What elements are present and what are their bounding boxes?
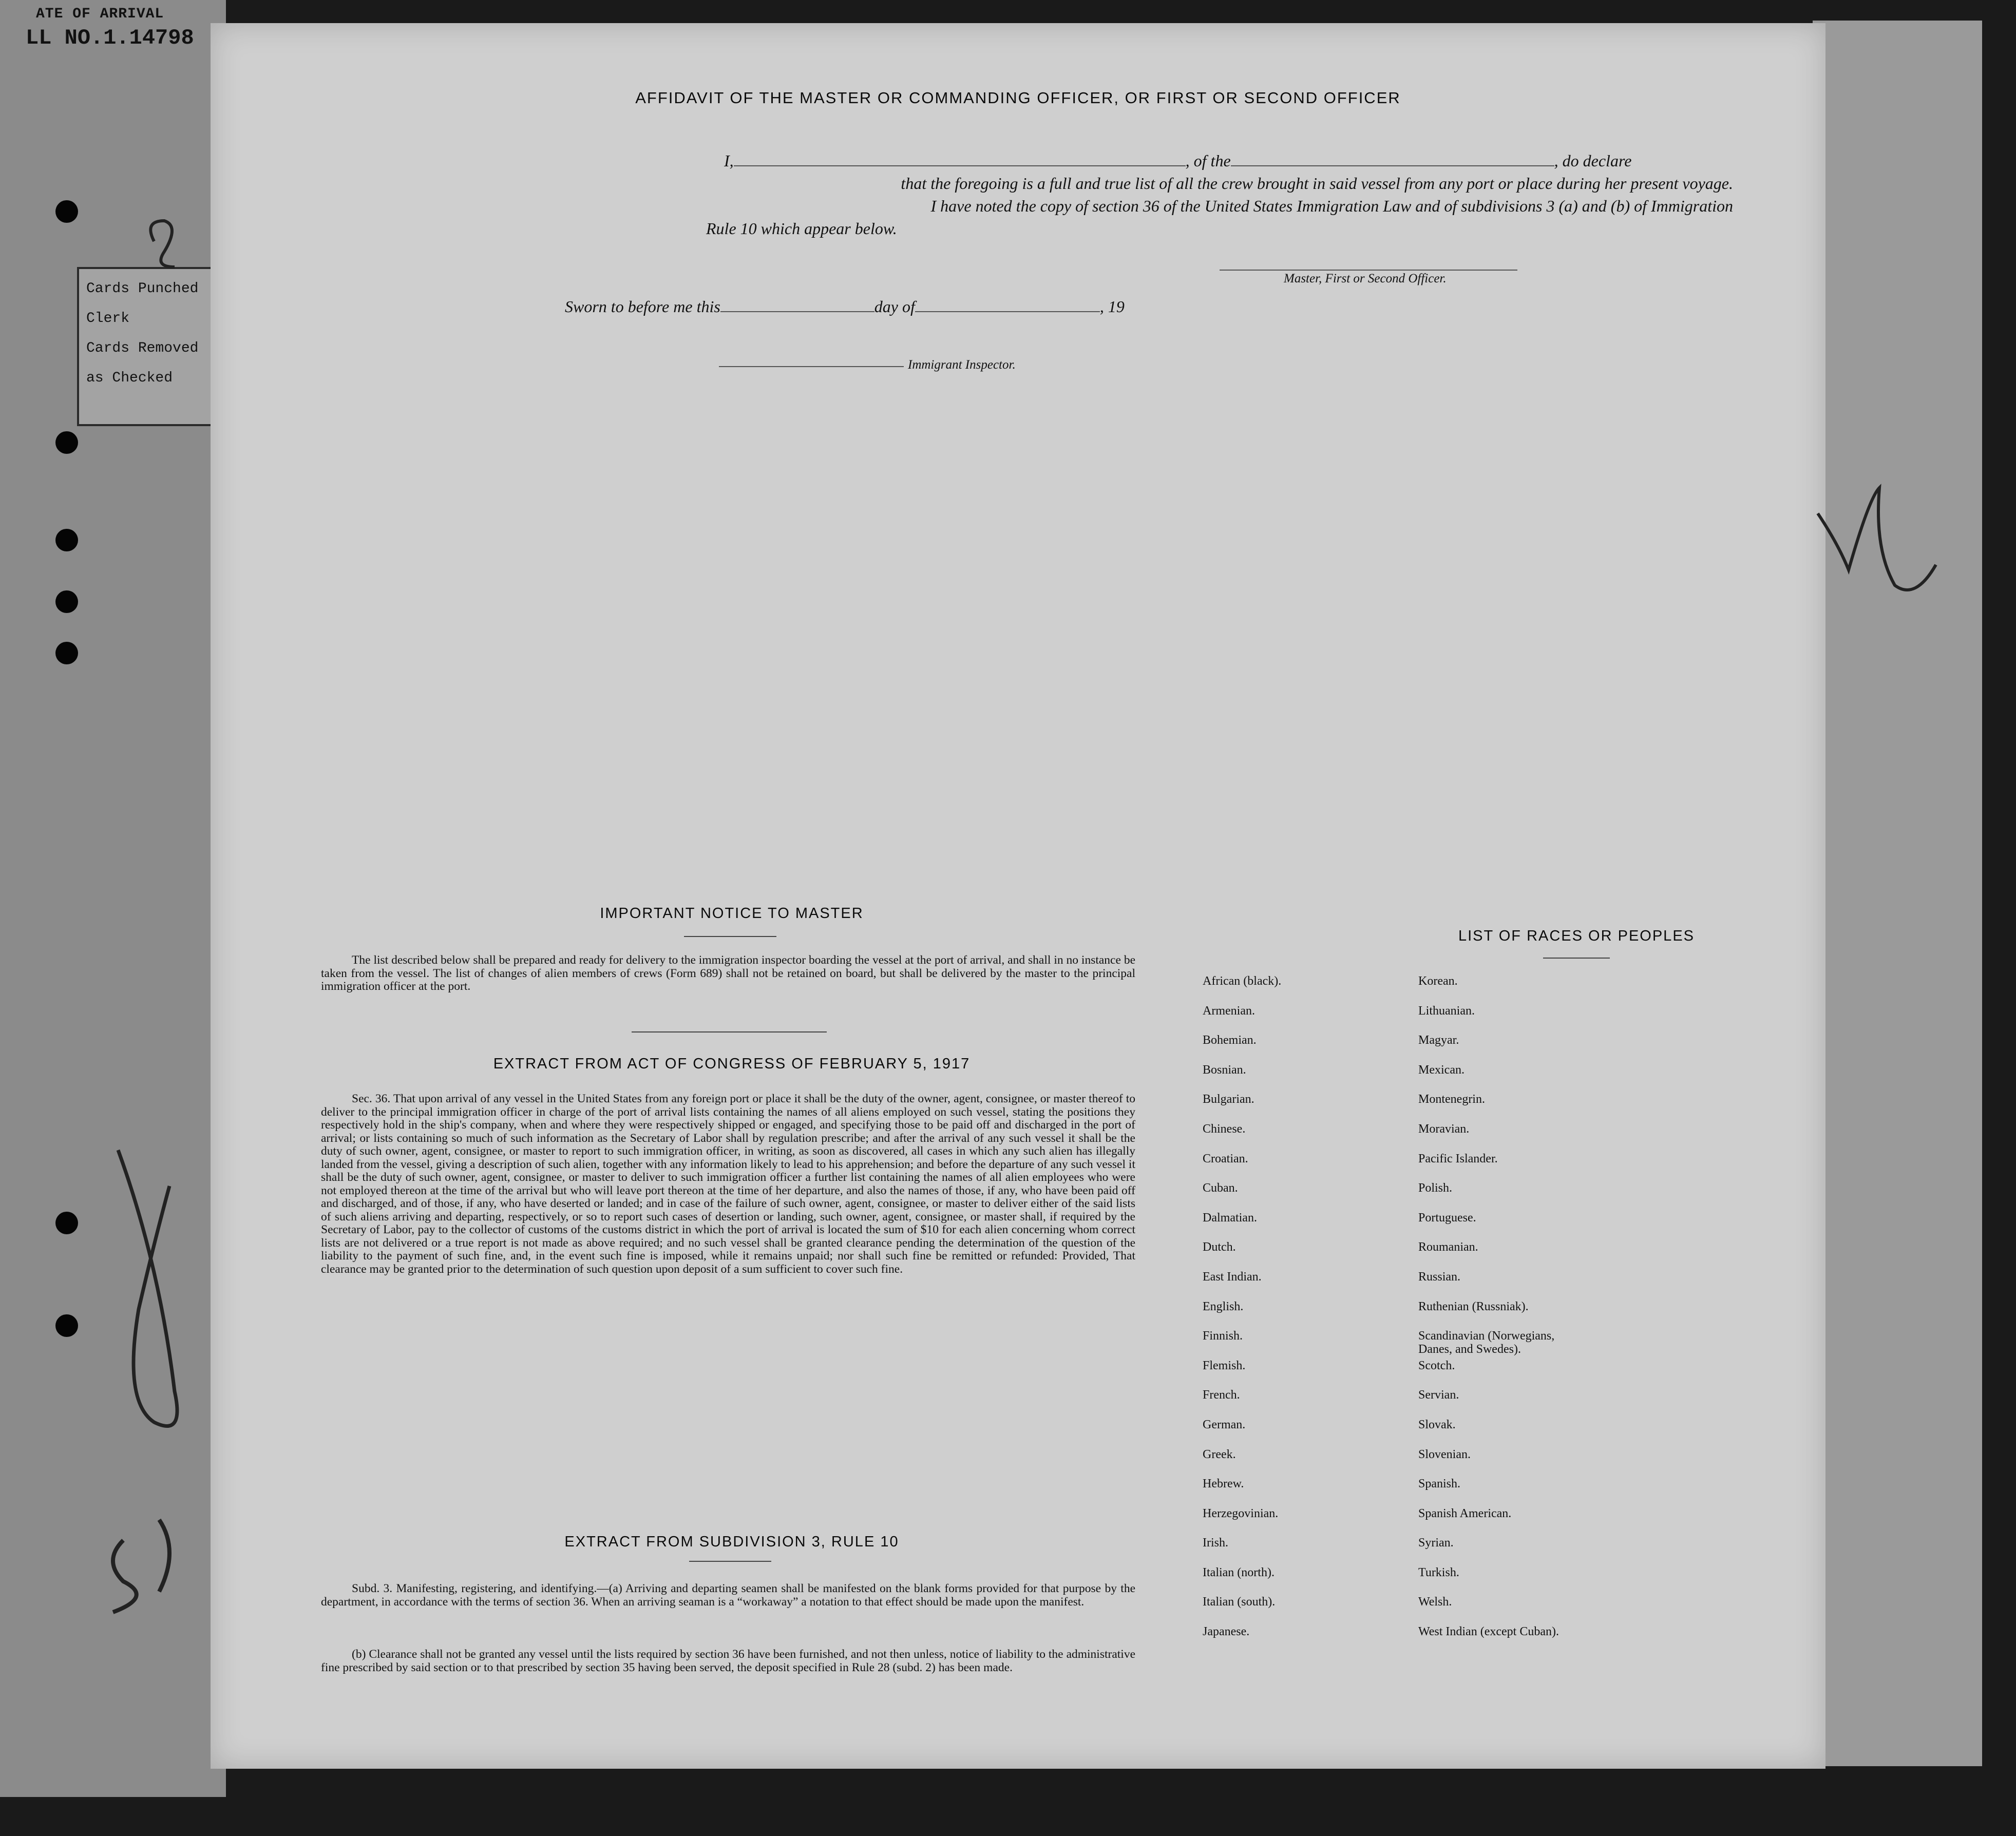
race-item: East Indian.	[1203, 1270, 1262, 1284]
race-item: Syrian.	[1418, 1536, 1454, 1550]
inspector-label: Immigrant Inspector.	[908, 358, 1016, 372]
race-item: Japanese.	[1203, 1625, 1250, 1639]
race-item: Greek.	[1203, 1447, 1236, 1461]
list-number: LL NO.1.14798	[26, 26, 194, 50]
race-item: Portuguese.	[1418, 1211, 1476, 1225]
race-item: Ruthenian (Russniak).	[1418, 1299, 1529, 1313]
race-item: German.	[1203, 1418, 1246, 1431]
rule-para-a: Subd. 3. Manifesting, registering, and identifying.—(a) Arriving and departing seamen shall be manifested on the blank forms provided for that purpose by the department, in accordance with the terms of section 36. When an arriving seaman is a “workaway” a notation to that effect should be made upon the manifest.	[321, 1582, 1135, 1609]
race-item: Moravian.	[1418, 1122, 1470, 1136]
act-title: EXTRACT FROM ACT OF CONGRESS OF FEBRUARY 5, 1917	[493, 1056, 971, 1072]
race-item: Korean.	[1418, 974, 1458, 988]
sworn-day-of: day of	[874, 297, 915, 316]
decl-of-the: , of the	[1185, 151, 1231, 170]
master-signature-label: Master, First or Second Officer.	[1284, 272, 1447, 285]
race-item: Welsh.	[1418, 1595, 1452, 1609]
race-item: Slovak.	[1418, 1418, 1456, 1431]
race-item: Roumanian.	[1418, 1240, 1478, 1254]
race-item: Italian (north).	[1203, 1565, 1275, 1579]
race-item: Spanish American.	[1418, 1506, 1512, 1520]
race-item: Herzegovinian.	[1203, 1506, 1279, 1520]
race-item: Finnish.	[1203, 1329, 1243, 1343]
race-item: Bohemian.	[1203, 1034, 1257, 1047]
act-section-36-text: Sec. 36. That upon arrival of any vessel in the United States from any foreign port or place it shall be the duty of the owner, agent, consignee, or master thereof to deliver to the principal immigration officer in charge of the port of arrival lists containing the names of all aliens employed on such vessel, stating the positions they respectively hold in the ship's company, when and where they were respectively shipped or engaged, and specifying those to be paid off and discharged in the port of arrival; or lists containing so much of such information as the Secretary of Labor shall by regulation prescribe; and after the arrival of any such vessel it shall be the duty of such owner, agent, consignee, or master to report to such immigration officer, in writing, as soon as discovered, all cases in which any such alien has illegally landed from the vessel, giving a description of such alien, together with any information likely to lead to his apprehension; and before the departure of any such vessel it shall be the duty of such owner, agent, consignee, or master to deliver to such immigration officer a further list containing the names of all alien employees who were not employed thereon at the time of the arrival but who will leave port thereon at the time of her departure, and also the names of those, if any, who have been paid off and discharged, and of those, if any, who have deserted or landed; and in case of the failure of such owner, agent, consignee, or master to deliver either of the said lists of such aliens arriving and departing, respectively, or so to report such cases of desertion or landing, such owner, agent, consignee, or master shall, if required by the Secretary of Labor, pay to the collector of customs of the customs district in which the port of arrival is located the sum of $10 for each alien concerning whom correct lists are not delivered or a true report is not made as above required; and no such vessel shall be granted clearance pending the determination of the question of the liability to the payment of such fine, and, in the event such fine is imposed, while it remains unpaid; nor shall such fine be remitted or refunded: Provided, That clearance may be granted prior to the determination of such question upon deposit of a sum sufficient to cover such fine.	[321, 1092, 1135, 1276]
notice-text: The list described below shall be prepared and ready for delivery to the immigration inspector boarding the vessel at the port of arrival, and shall in no instance be taken from the vessel. The list of changes of alien members of crews (Form 689) shall not be retained on board, but shall be delivered by the master to the principal immigration officer at the port.	[321, 953, 1135, 993]
declaration-line-3: I have noted the copy of section 36 of the United States Immigration Law and of subdivisions 3 (a) and (b) of Immigration	[930, 197, 1733, 215]
stamp-line: as Checked	[86, 370, 173, 386]
race-item: West Indian (except Cuban).	[1418, 1625, 1559, 1639]
race-item: Scandinavian (Norwegians, Danes, and Swedes).	[1418, 1329, 1555, 1356]
stamp-line: Clerk	[86, 311, 130, 327]
declaration-line-2: that the foregoing is a full and true list of all the crew brought in said vessel from any port or place during her present voyage.	[901, 174, 1733, 193]
rule-para-b: (b) Clearance shall not be granted any vessel until the lists required by section 36 have been furnished, and not then unless, notice of liability to the administrative fine prescribed by said section or to that prescribed by section 35 having been served, the deposit specified in Rule 28 (subd. 2) has been made.	[321, 1648, 1135, 1674]
sworn-prefix: Sworn to before me this	[565, 297, 720, 316]
stamp-line: Cards Removed	[86, 340, 199, 356]
race-item: Armenian.	[1203, 1004, 1255, 1018]
race-item: Chinese.	[1203, 1122, 1246, 1136]
sworn-year: , 19	[1099, 297, 1125, 316]
race-item: Dutch.	[1203, 1240, 1236, 1254]
race-item: English.	[1203, 1299, 1244, 1313]
races-title: LIST OF RACES OR PEOPLES	[1458, 928, 1695, 944]
rule-title: EXTRACT FROM SUBDIVISION 3, RULE 10	[564, 1534, 899, 1550]
race-item: Spanish.	[1418, 1477, 1461, 1491]
race-item: Pacific Islander.	[1418, 1152, 1498, 1165]
race-item: Cuban.	[1203, 1181, 1238, 1195]
declaration-line-4: Rule 10 which appear below.	[706, 219, 897, 238]
stamp-line: Cards Punched	[86, 281, 199, 297]
race-item: Lithuanian.	[1418, 1004, 1475, 1018]
race-item: Italian (south).	[1203, 1595, 1276, 1609]
race-item: Bulgarian.	[1203, 1093, 1254, 1106]
race-item: Polish.	[1418, 1181, 1453, 1195]
race-item: Croatian.	[1203, 1152, 1248, 1165]
race-item: Mexican.	[1418, 1063, 1465, 1077]
race-item: Bosnian.	[1203, 1063, 1246, 1077]
race-item: African (black).	[1203, 974, 1282, 988]
decl-i: I,	[724, 151, 734, 170]
affidavit-title: AFFIDAVIT OF THE MASTER OR COMMANDING OFFICER, OR FIRST OR SECOND OFFICER	[635, 89, 1401, 107]
race-item: French.	[1203, 1388, 1240, 1402]
race-item: Scotch.	[1418, 1359, 1455, 1372]
race-item: Hebrew.	[1203, 1477, 1244, 1491]
decl-do-declare: , do declare	[1554, 151, 1632, 170]
race-item: Turkish.	[1418, 1565, 1459, 1579]
race-item: Slovenian.	[1418, 1447, 1471, 1461]
race-item: Flemish.	[1203, 1359, 1246, 1372]
race-item: Servian.	[1418, 1388, 1459, 1402]
race-item: Magyar.	[1418, 1034, 1459, 1047]
race-item: Russian.	[1418, 1270, 1461, 1284]
race-item: Irish.	[1203, 1536, 1228, 1550]
arrival-label: ATE OF ARRIVAL	[36, 6, 164, 22]
notice-title: IMPORTANT NOTICE TO MASTER	[600, 905, 864, 922]
race-item: Montenegrin.	[1418, 1093, 1485, 1106]
race-item: Dalmatian.	[1203, 1211, 1257, 1225]
